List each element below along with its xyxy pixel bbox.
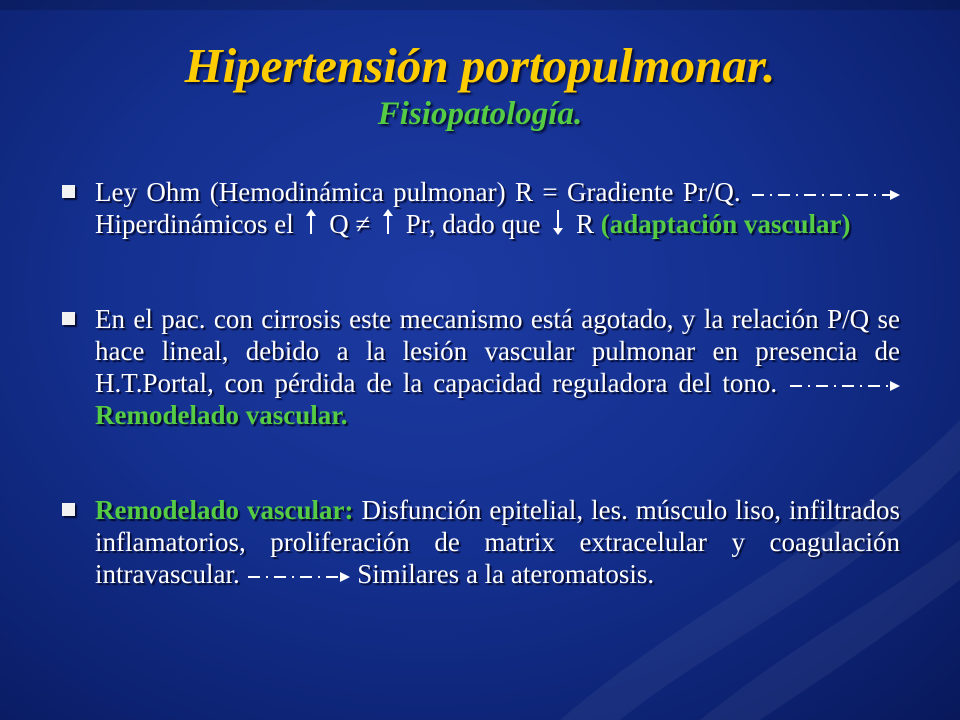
ohm-law-text: Ley Ohm (Hemodinámica pulmonar) R = Gradiente Pr/Q. <box>95 177 741 207</box>
slide-subtitle: Fisiopatología. <box>377 96 583 132</box>
cirrhosis-text: En el pac. con cirrosis este mecanismo está agotado, y la relación P/Q se hace lineal, debido a la lesión vascular pulmonar en presencia de H.T.Portal, con pérdida de la capacidad reguladora del tono. <box>95 304 900 398</box>
title-block <box>0 38 960 134</box>
hyperdynamic-text: Hiperdinámicos el <box>95 209 294 239</box>
up-arrow-icon <box>383 209 393 235</box>
square-bullet-icon <box>62 185 75 198</box>
not-equal-icon: ≠ <box>355 209 371 239</box>
square-bullet-icon <box>62 503 75 516</box>
atheromatosis-text: Similares a la ateromatosis. <box>357 559 655 589</box>
bullet-remodeling <box>58 494 900 590</box>
bullet-ohm-law <box>58 176 900 240</box>
resistance-text: R <box>575 209 594 239</box>
slide-title: Hipertensión portopulmonar. <box>184 38 776 93</box>
dash-dot-arrow-icon <box>750 188 900 202</box>
bullet-cirrhosis <box>58 303 900 431</box>
vascular-adaptation-text: (adaptación vascular) <box>600 209 851 239</box>
dash-dot-arrow-icon <box>788 379 900 393</box>
bullet-list <box>58 176 900 590</box>
flow-q-text: Q <box>329 209 349 239</box>
pressure-text: Pr, dado que <box>405 209 541 239</box>
remodeling-text: Disfunción epitelial, les. músculo liso, infiltrados inflamatorios, proliferación de matrix extracelular y coagulación intravascular. <box>95 495 900 589</box>
square-bullet-icon <box>62 312 75 325</box>
down-arrow-icon <box>553 209 563 235</box>
up-arrow-icon <box>306 209 316 235</box>
vascular-remodeling-text: Remodelado vascular. <box>95 400 348 430</box>
dash-dot-arrow-icon <box>246 570 350 584</box>
remodeling-heading: Remodelado vascular: <box>95 495 354 525</box>
